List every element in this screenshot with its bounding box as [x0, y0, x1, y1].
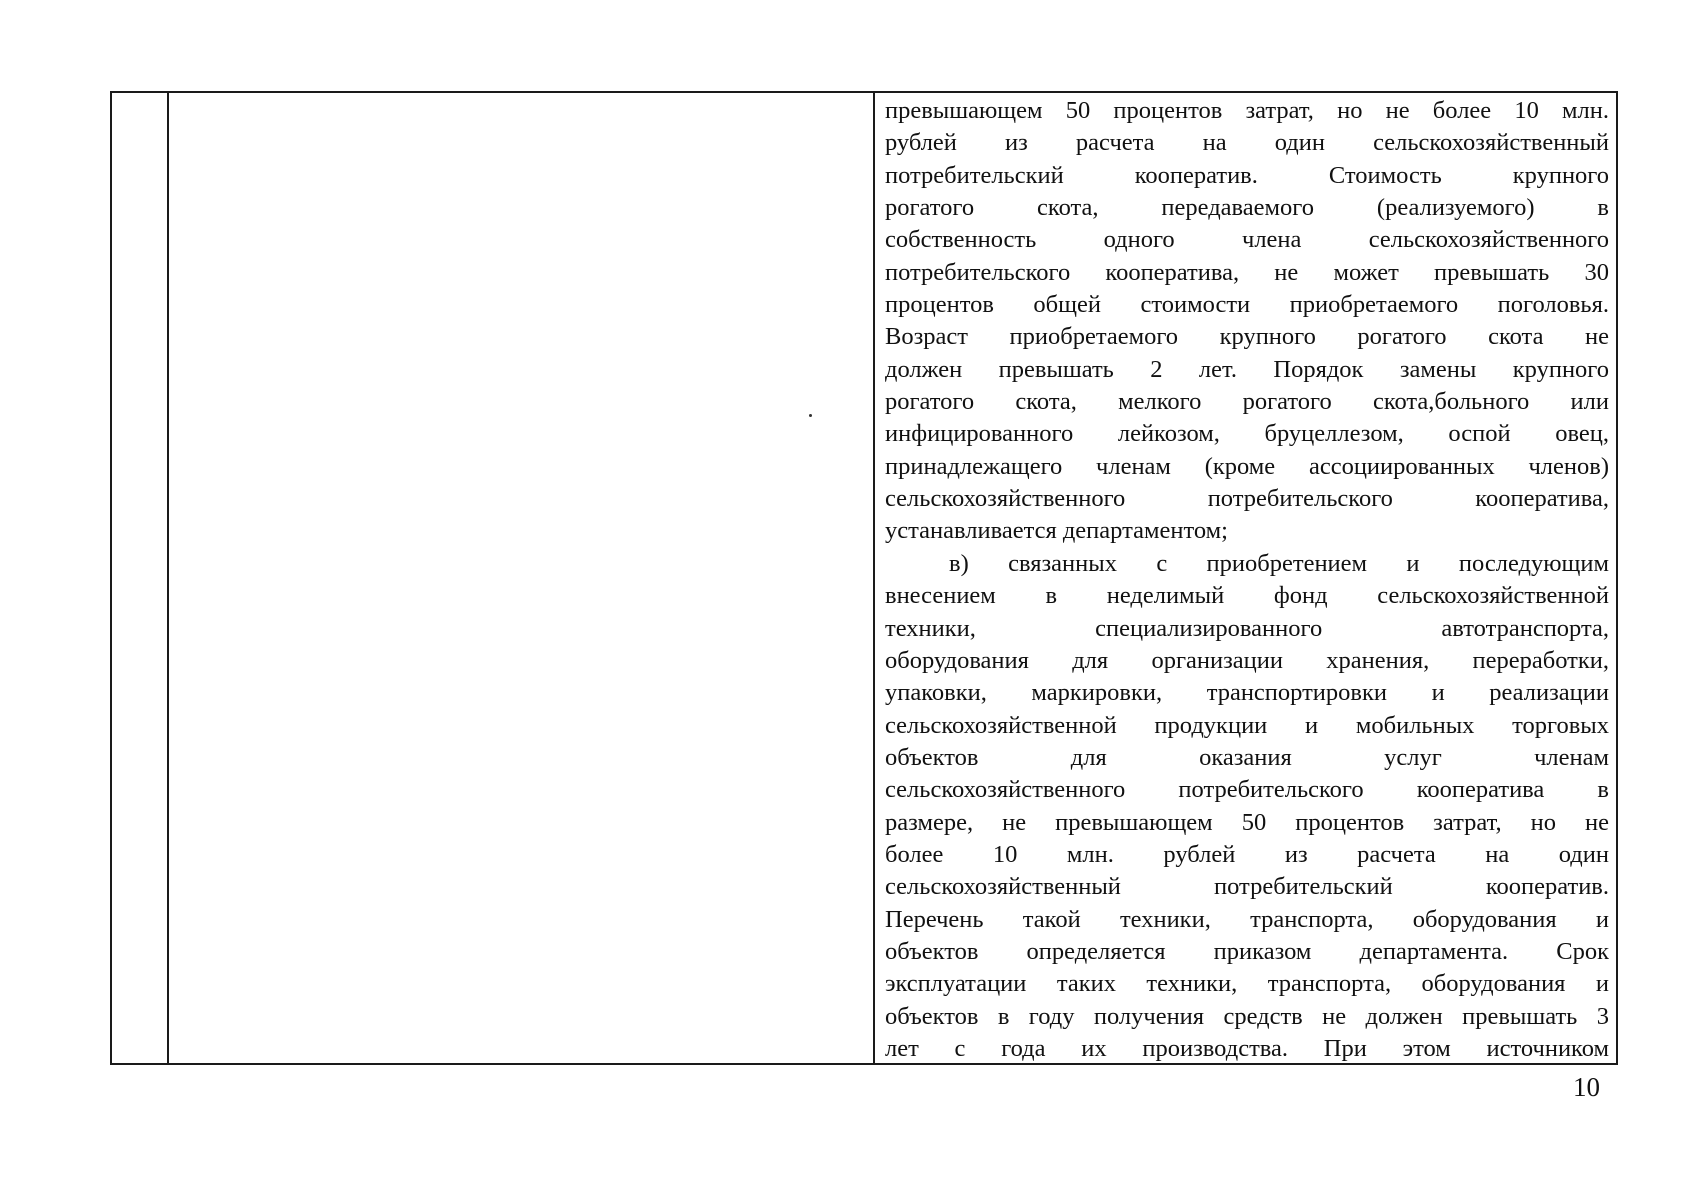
text-line: потребительский кооператив. Стоимость крупного	[885, 161, 1609, 189]
text-line: объектов в году получения средств не должен превышать 3	[885, 1002, 1609, 1030]
text-line: рублей из расчета на один сельскохозяйственный	[885, 129, 1609, 157]
text-line: должен превышать 2 лет. Порядок замены крупного	[885, 355, 1609, 383]
text-line: Возраст приобретаемого крупного рогатого скота не	[885, 323, 1609, 351]
table-column-divider-2	[873, 93, 875, 1063]
text-line: размере, не превышающем 50 процентов затрат, но не	[885, 808, 1609, 836]
text-line: сельскохозяйственного потребительского кооператива,	[885, 485, 1609, 513]
right-column-text	[885, 95, 1609, 1063]
document-table	[110, 91, 1618, 1065]
text-line: внесением в неделимый фонд сельскохозяйственной	[885, 582, 1609, 610]
text-line: лет с года их производства. При этом источником	[885, 1034, 1609, 1062]
text-line: в) связанных с приобретением и последующим	[949, 549, 1609, 577]
text-line: более 10 млн. рублей из расчета на один	[885, 840, 1609, 868]
scan-speck	[809, 414, 812, 417]
text-line: техники, специализированного автотранспорта,	[885, 614, 1609, 642]
text-line: оборудования для организации хранения, переработки,	[885, 646, 1609, 674]
text-line: сельскохозяйственной продукции и мобильных торговых	[885, 711, 1609, 739]
text-line: сельскохозяйственный потребительский кооператив.	[885, 873, 1609, 901]
text-line: Перечень такой техники, транспорта, оборудования и	[885, 905, 1609, 933]
text-line: рогатого скота, мелкого рогатого скота,больного или	[885, 388, 1609, 416]
text-line: принадлежащего членам (кроме ассоциированных членов)	[885, 452, 1609, 480]
table-column-divider-1	[167, 93, 169, 1063]
text-line: собственность одного члена сельскохозяйственного	[885, 226, 1609, 254]
text-line: превышающем 50 процентов затрат, но не более 10 млн.	[885, 97, 1609, 124]
text-line: сельскохозяйственного потребительского кооператива в	[885, 776, 1609, 804]
text-line: объектов для оказания услуг членам	[885, 743, 1609, 771]
text-line: рогатого скота, передаваемого (реализуемого) в	[885, 194, 1609, 222]
page-number: 10	[1573, 1072, 1600, 1102]
text-line: устанавливается департаментом;	[885, 517, 1228, 545]
text-line: объектов определяется приказом департамента. Срок	[885, 937, 1609, 965]
text-line: упаковки, маркировки, транспортировки и реализации	[885, 679, 1609, 707]
text-line: инфицированного лейкозом, бруцеллезом, оспой овец,	[885, 420, 1609, 448]
text-line: потребительского кооператива, не может превышать 30	[885, 258, 1609, 286]
text-line: процентов общей стоимости приобретаемого поголовья.	[885, 291, 1609, 319]
text-line: эксплуатации таких техники, транспорта, оборудования и	[885, 970, 1609, 998]
